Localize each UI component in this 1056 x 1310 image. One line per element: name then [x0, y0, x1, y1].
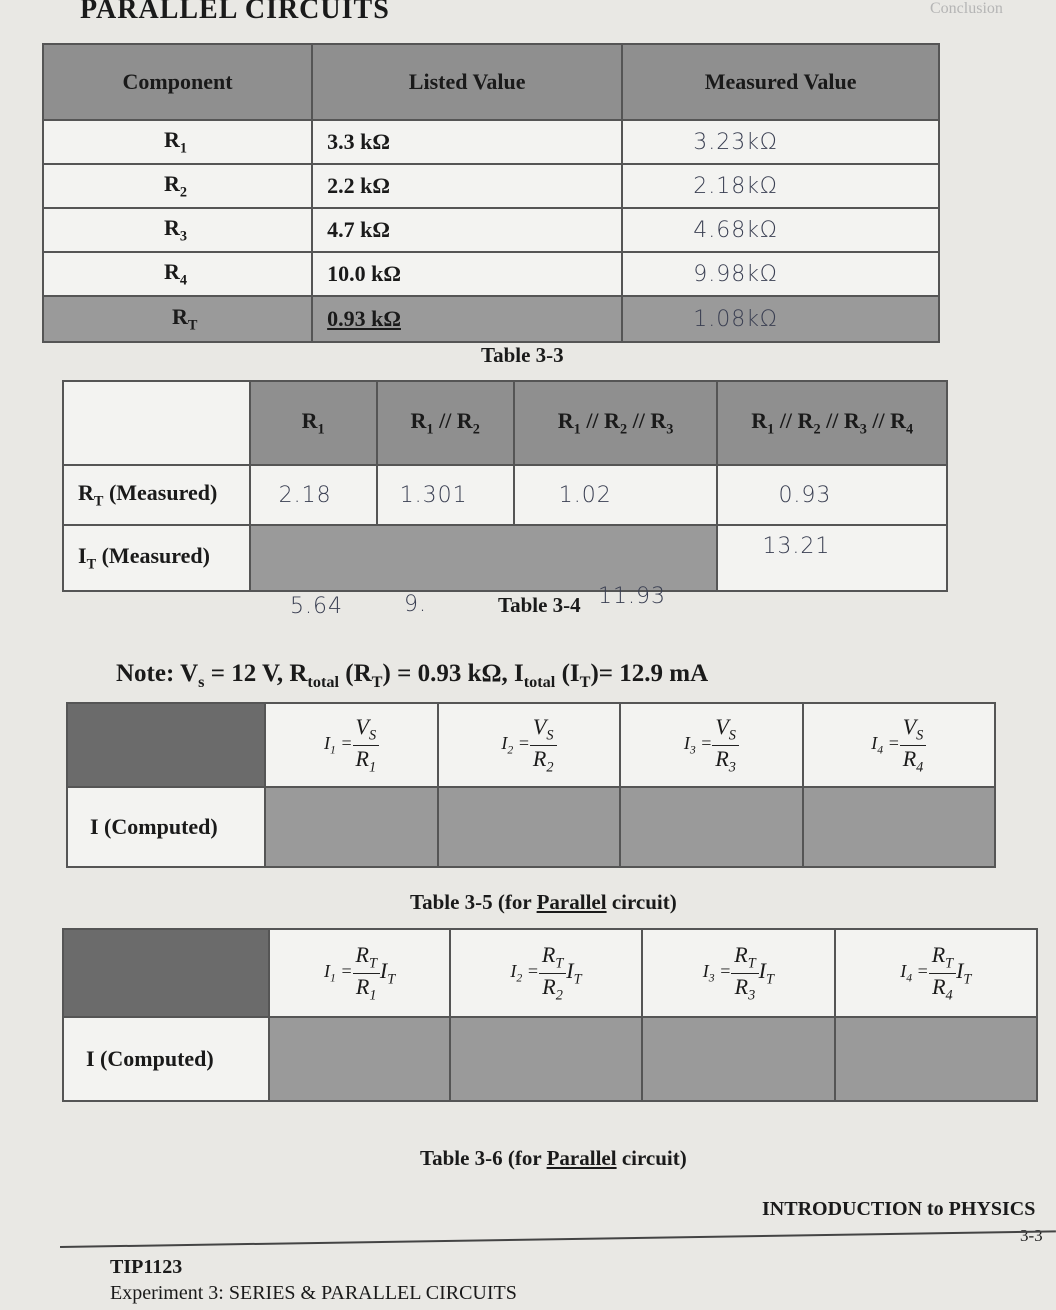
measured-value: 4.68kΩ: [622, 208, 939, 252]
caption-prefix: Table 3-5 (for: [410, 890, 537, 914]
col-header-r1-r2: $R_1 // R_2$: [377, 381, 514, 465]
listed-value: 2.2 kΩ: [312, 164, 622, 208]
component-r2: $R_2$: [43, 164, 312, 208]
rt-value: 0.93: [717, 465, 947, 525]
formula-i2: $I_2$ = $\frac{V_S}{R_2}$: [438, 703, 620, 787]
row-label-i-computed: I (Computed): [67, 787, 265, 867]
answer-cell[interactable]: [803, 787, 995, 867]
shaded-cell: [250, 525, 718, 591]
caption-table-3-5: [410, 890, 677, 915]
answer-cell[interactable]: [642, 1017, 834, 1101]
it-value-r1-r2-r3: 11.93: [598, 584, 666, 609]
table-row: [43, 296, 939, 342]
answer-cell[interactable]: [438, 787, 620, 867]
formula-i4: $I_4$ = $\frac{R_T}{R_4}$ $I_T$: [835, 929, 1037, 1017]
listed-value: 4.7 kΩ: [312, 208, 622, 252]
answer-cell[interactable]: [269, 1017, 449, 1101]
answer-cell[interactable]: [265, 787, 437, 867]
table-row: [43, 252, 939, 296]
it-value: 13.21: [717, 525, 947, 591]
col-header-r1-r2-r3: $R_1 // R_2 // R_3$: [514, 381, 718, 465]
table-3-6: [62, 928, 1038, 1102]
it-value-r1-r2: 9.: [404, 592, 427, 617]
formula-i1: $I_1$ = $\frac{R_T}{R_1}$ $I_T$: [269, 929, 449, 1017]
page-title: PARALLEL CIRCUITS: [80, 0, 390, 25]
it-value-r1: 5.64: [290, 594, 343, 619]
note-line: Note: $V_s = 12$ V, $R_{total}$ $(R_T) = 0.93$ kΩ, $I_{total}$ $(I_T)= 12.9$ mA: [116, 660, 709, 691]
row-label-i-computed: I (Computed): [63, 1017, 269, 1101]
table-row: [43, 208, 939, 252]
measured-value: 1.08kΩ: [622, 296, 939, 342]
formula-i2: $I_2$ = $\frac{R_T}{R_2}$ $I_T$: [450, 929, 642, 1017]
caption-suffix: circuit): [606, 890, 677, 914]
col-header-r1-r2-r3-r4: $R_1 // R_2 // R_3 // R_4$: [717, 381, 947, 465]
course-code: TIP1123: [110, 1256, 183, 1278]
formula-i3: $I_3$ = $\frac{V_S}{R_3}$: [620, 703, 802, 787]
corner-cell: [63, 381, 250, 465]
caption-word: Parallel: [536, 890, 607, 914]
table-3-5: [66, 702, 996, 868]
answer-cell[interactable]: [620, 787, 802, 867]
footer-divider: [60, 1230, 1056, 1248]
corner-cell: [67, 703, 265, 787]
caption-word: Parallel: [546, 1146, 617, 1170]
formula-i3: $I_3$ = $\frac{R_T}{R_3}$ $I_T$: [642, 929, 834, 1017]
caption-table-3-3: Table 3-3: [481, 343, 564, 367]
col-header-r1: $R_1$: [250, 381, 377, 465]
col-header-component: Component: [43, 44, 312, 120]
caption-table-3-6: [420, 1146, 687, 1171]
listed-value: 10.0 kΩ: [312, 252, 622, 296]
rt-value: 1.301: [377, 465, 514, 525]
corner-text: Conclusion: [930, 0, 1003, 17]
course-title: INTRODUCTION to PHYSICS: [762, 1198, 1036, 1220]
answer-cell[interactable]: [835, 1017, 1037, 1101]
answer-cell[interactable]: [450, 1017, 642, 1101]
corner-cell: [63, 929, 269, 1017]
page-number: 3-3: [1020, 1226, 1043, 1245]
formula-i1: $I_1$ = $\frac{V_S}{R_1}$: [265, 703, 437, 787]
col-header-measured: Measured Value: [622, 44, 939, 120]
table-row: [63, 1017, 1037, 1101]
table-row: [67, 787, 995, 867]
listed-value: 3.3 kΩ: [312, 120, 622, 164]
rt-value: 2.18: [250, 465, 377, 525]
measured-value: 9.98kΩ: [622, 252, 939, 296]
table-row: [63, 525, 947, 591]
row-label-it: $I_T$ (Measured): [63, 525, 250, 591]
table-3-3: [42, 43, 940, 343]
measured-value: 2.18kΩ: [622, 164, 939, 208]
table-row: [43, 164, 939, 208]
caption-table-3-4: Table 3-4: [498, 593, 581, 617]
table-row: [43, 120, 939, 164]
col-header-listed: Listed Value: [312, 44, 622, 120]
caption-suffix: circuit): [616, 1146, 687, 1170]
experiment-title: Experiment 3: SERIES & PARALLEL CIRCUITS: [110, 1282, 517, 1304]
table-row: [63, 465, 947, 525]
formula-i4: $I_4$ = $\frac{V_S}{R_4}$: [803, 703, 995, 787]
table-3-4: [62, 380, 948, 592]
component-r3: $R_3$: [43, 208, 312, 252]
measured-value: 3.23kΩ: [622, 120, 939, 164]
component-rt: $R_T$: [43, 296, 312, 342]
caption-prefix: Table 3-6 (for: [420, 1146, 547, 1170]
component-r4: $R_4$: [43, 252, 312, 296]
component-r1: $R_1$: [43, 120, 312, 164]
rt-value: 1.02: [514, 465, 718, 525]
row-label-rt: $R_T$ (Measured): [63, 465, 250, 525]
listed-value: 0.93 kΩ: [312, 296, 622, 342]
